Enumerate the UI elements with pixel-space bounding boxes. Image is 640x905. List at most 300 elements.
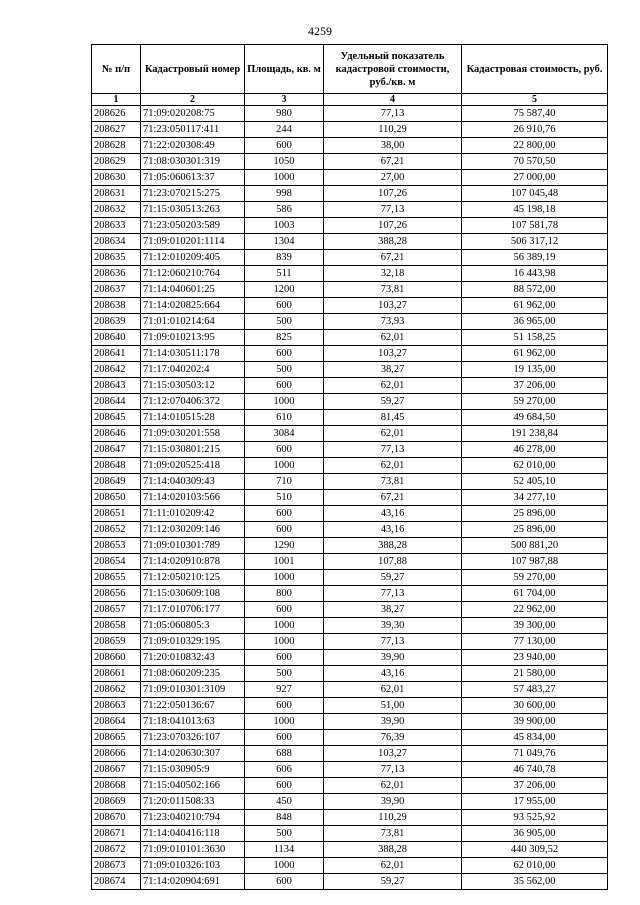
unit-rate-cell: 39,30 [324, 618, 462, 634]
table-row [92, 170, 608, 186]
header-unit-rate: Удельный показатель кадастровой стоимости, руб./кв. м [324, 45, 462, 94]
cadastral-value-cell: 23 940,00 [462, 650, 608, 666]
table-row [92, 666, 608, 682]
area-cell: 600 [245, 778, 324, 794]
unit-rate-cell: 43,16 [324, 522, 462, 538]
row-number-cell: 208639 [92, 314, 141, 330]
table-row [92, 618, 608, 634]
table-row [92, 362, 608, 378]
cadastral-number-cell: 71:09:030201:558 [141, 426, 245, 442]
table-row [92, 234, 608, 250]
cadastral-number-cell: 71:15:030905:9 [141, 762, 245, 778]
cadastral-value-cell: 37 206,00 [462, 778, 608, 794]
row-number-cell: 208626 [92, 106, 141, 122]
table-row [92, 874, 608, 890]
area-cell: 500 [245, 362, 324, 378]
table-row [92, 346, 608, 362]
table-row [92, 282, 608, 298]
table-row [92, 106, 608, 122]
cadastral-number-cell: 71:22:020308:49 [141, 138, 245, 154]
table-row [92, 506, 608, 522]
area-cell: 586 [245, 202, 324, 218]
area-cell: 1050 [245, 154, 324, 170]
cadastral-number-cell: 71:14:040416:118 [141, 826, 245, 842]
table-row [92, 378, 608, 394]
unit-rate-cell: 27,00 [324, 170, 462, 186]
cadastral-value-cell: 61 962,00 [462, 298, 608, 314]
row-number-cell: 208660 [92, 650, 141, 666]
cadastral-value-cell: 27 000,00 [462, 170, 608, 186]
cadastral-number-cell: 71:14:040309:43 [141, 474, 245, 490]
area-cell: 998 [245, 186, 324, 202]
table-row [92, 858, 608, 874]
cadastral-value-cell: 21 580,00 [462, 666, 608, 682]
area-cell: 1000 [245, 570, 324, 586]
cadastral-value-cell: 19 135,00 [462, 362, 608, 378]
cadastral-number-cell: 71:09:010201:1114 [141, 234, 245, 250]
table-row [92, 730, 608, 746]
area-cell: 1134 [245, 842, 324, 858]
unit-rate-cell: 62,01 [324, 458, 462, 474]
unit-rate-cell: 32,18 [324, 266, 462, 282]
table-row [92, 154, 608, 170]
cadastral-value-cell: 70 570,50 [462, 154, 608, 170]
cadastral-value-cell: 77 130,00 [462, 634, 608, 650]
table-row [92, 474, 608, 490]
table-row [92, 490, 608, 506]
cadastral-value-cell: 36 965,00 [462, 314, 608, 330]
table-row [92, 554, 608, 570]
area-cell: 1000 [245, 618, 324, 634]
cadastral-number-cell: 71:09:010301:789 [141, 538, 245, 554]
area-cell: 600 [245, 298, 324, 314]
cadastral-value-cell: 52 405,10 [462, 474, 608, 490]
cadastral-number-cell: 71:12:070406:372 [141, 394, 245, 410]
table-row [92, 538, 608, 554]
cadastral-value-cell: 107 581,78 [462, 218, 608, 234]
table-row [92, 810, 608, 826]
cadastral-value-cell: 37 206,00 [462, 378, 608, 394]
area-cell: 3084 [245, 426, 324, 442]
area-cell: 500 [245, 314, 324, 330]
unit-rate-cell: 62,01 [324, 426, 462, 442]
row-number-cell: 208665 [92, 730, 141, 746]
cadastral-number-cell: 71:22:050136:67 [141, 698, 245, 714]
unit-rate-cell: 103,27 [324, 346, 462, 362]
unit-rate-cell: 62,01 [324, 778, 462, 794]
table-row [92, 250, 608, 266]
unit-rate-cell: 67,21 [324, 490, 462, 506]
cadastral-number-cell: 71:20:011508:33 [141, 794, 245, 810]
row-number-cell: 208631 [92, 186, 141, 202]
area-cell: 710 [245, 474, 324, 490]
header-area: Площадь, кв. м [245, 45, 324, 94]
area-cell: 927 [245, 682, 324, 698]
row-number-cell: 208657 [92, 602, 141, 618]
area-cell: 610 [245, 410, 324, 426]
column-index: 5 [462, 94, 608, 106]
row-number-cell: 208627 [92, 122, 141, 138]
area-cell: 1000 [245, 858, 324, 874]
row-number-cell: 208666 [92, 746, 141, 762]
area-cell: 600 [245, 698, 324, 714]
table-row [92, 746, 608, 762]
row-number-cell: 208669 [92, 794, 141, 810]
cadastral-value-cell: 500 881,20 [462, 538, 608, 554]
area-cell: 1000 [245, 634, 324, 650]
row-number-cell: 208640 [92, 330, 141, 346]
cadastral-value-cell: 26 910,76 [462, 122, 608, 138]
area-cell: 600 [245, 602, 324, 618]
table-row [92, 522, 608, 538]
cadastral-value-cell: 62 010,00 [462, 858, 608, 874]
area-cell: 600 [245, 346, 324, 362]
unit-rate-cell: 73,81 [324, 474, 462, 490]
area-cell: 510 [245, 490, 324, 506]
unit-rate-cell: 110,29 [324, 810, 462, 826]
row-number-cell: 208656 [92, 586, 141, 602]
area-cell: 600 [245, 650, 324, 666]
row-number-cell: 208655 [92, 570, 141, 586]
cadastral-value-cell: 51 158,25 [462, 330, 608, 346]
row-number-cell: 208662 [92, 682, 141, 698]
cadastral-value-cell: 107 045,48 [462, 186, 608, 202]
table-row [92, 570, 608, 586]
table-row [92, 602, 608, 618]
cadastral-value-cell: 59 270,00 [462, 394, 608, 410]
cadastral-number-cell: 71:20:010832:43 [141, 650, 245, 666]
area-cell: 839 [245, 250, 324, 266]
unit-rate-cell: 110,29 [324, 122, 462, 138]
area-cell: 600 [245, 874, 324, 890]
area-cell: 1003 [245, 218, 324, 234]
unit-rate-cell: 59,27 [324, 394, 462, 410]
cadastral-number-cell: 71:15:040502:166 [141, 778, 245, 794]
unit-rate-cell: 73,81 [324, 826, 462, 842]
table-row [92, 698, 608, 714]
column-index: 2 [141, 94, 245, 106]
row-number-cell: 208646 [92, 426, 141, 442]
cadastral-value-table [91, 44, 608, 890]
row-number-cell: 208668 [92, 778, 141, 794]
table-row [92, 394, 608, 410]
area-cell: 1000 [245, 458, 324, 474]
table-row [92, 458, 608, 474]
row-number-cell: 208635 [92, 250, 141, 266]
cadastral-value-cell: 440 309,52 [462, 842, 608, 858]
unit-rate-cell: 77,13 [324, 634, 462, 650]
cadastral-value-cell: 62 010,00 [462, 458, 608, 474]
cadastral-number-cell: 71:09:020208:75 [141, 106, 245, 122]
area-cell: 1290 [245, 538, 324, 554]
row-number-cell: 208664 [92, 714, 141, 730]
area-cell: 1304 [245, 234, 324, 250]
cadastral-number-cell: 71:11:010209:42 [141, 506, 245, 522]
cadastral-value-cell: 61 704,00 [462, 586, 608, 602]
cadastral-value-cell: 57 483,27 [462, 682, 608, 698]
table-row [92, 826, 608, 842]
area-cell: 600 [245, 506, 324, 522]
cadastral-number-cell: 71:08:030301:319 [141, 154, 245, 170]
area-cell: 500 [245, 826, 324, 842]
row-number-cell: 208636 [92, 266, 141, 282]
table-row [92, 778, 608, 794]
cadastral-number-cell: 71:14:030511:178 [141, 346, 245, 362]
table-row [92, 714, 608, 730]
area-cell: 500 [245, 666, 324, 682]
cadastral-number-cell: 71:01:010214:64 [141, 314, 245, 330]
area-cell: 848 [245, 810, 324, 826]
unit-rate-cell: 77,13 [324, 762, 462, 778]
area-cell: 244 [245, 122, 324, 138]
row-number-cell: 208671 [92, 826, 141, 842]
cadastral-number-cell: 71:17:040202:4 [141, 362, 245, 378]
cadastral-value-cell: 46 278,00 [462, 442, 608, 458]
table-row [92, 682, 608, 698]
cadastral-value-cell: 59 270,00 [462, 570, 608, 586]
cadastral-number-cell: 71:14:020630:307 [141, 746, 245, 762]
unit-rate-cell: 39,90 [324, 714, 462, 730]
header-row [92, 45, 608, 94]
unit-rate-cell: 73,93 [324, 314, 462, 330]
row-number-cell: 208630 [92, 170, 141, 186]
table-row [92, 410, 608, 426]
row-number-cell: 208649 [92, 474, 141, 490]
cadastral-number-cell: 71:15:030609:108 [141, 586, 245, 602]
row-number-cell: 208633 [92, 218, 141, 234]
cadastral-number-cell: 71:09:010301:3109 [141, 682, 245, 698]
cadastral-value-cell: 35 562,00 [462, 874, 608, 890]
cadastral-number-cell: 71:09:020525:418 [141, 458, 245, 474]
cadastral-number-cell: 71:18:041013:63 [141, 714, 245, 730]
row-number-cell: 208673 [92, 858, 141, 874]
cadastral-value-cell: 30 600,00 [462, 698, 608, 714]
cadastral-number-cell: 71:14:020825:664 [141, 298, 245, 314]
cadastral-number-cell: 71:23:070215:275 [141, 186, 245, 202]
cadastral-number-cell: 71:17:010706:177 [141, 602, 245, 618]
row-number-cell: 208658 [92, 618, 141, 634]
unit-rate-cell: 59,27 [324, 874, 462, 890]
unit-rate-cell: 107,88 [324, 554, 462, 570]
row-number-cell: 208634 [92, 234, 141, 250]
area-cell: 450 [245, 794, 324, 810]
unit-rate-cell: 38,27 [324, 602, 462, 618]
unit-rate-cell: 103,27 [324, 298, 462, 314]
cadastral-value-cell: 191 238,84 [462, 426, 608, 442]
area-cell: 600 [245, 138, 324, 154]
unit-rate-cell: 62,01 [324, 682, 462, 698]
row-number-cell: 208648 [92, 458, 141, 474]
unit-rate-cell: 77,13 [324, 202, 462, 218]
area-cell: 980 [245, 106, 324, 122]
cadastral-value-cell: 17 955,00 [462, 794, 608, 810]
table-row [92, 122, 608, 138]
row-number-cell: 208653 [92, 538, 141, 554]
cadastral-value-cell: 49 684,50 [462, 410, 608, 426]
unit-rate-cell: 81,45 [324, 410, 462, 426]
unit-rate-cell: 43,16 [324, 506, 462, 522]
row-number-cell: 208628 [92, 138, 141, 154]
cadastral-number-cell: 71:23:070326:107 [141, 730, 245, 746]
cadastral-value-cell: 36 905,00 [462, 826, 608, 842]
column-index-row [92, 94, 608, 106]
cadastral-value-cell: 46 740,78 [462, 762, 608, 778]
table-row [92, 586, 608, 602]
cadastral-number-cell: 71:14:020103:566 [141, 490, 245, 506]
row-number-cell: 208659 [92, 634, 141, 650]
table-row [92, 186, 608, 202]
cadastral-number-cell: 71:23:040210:794 [141, 810, 245, 826]
cadastral-number-cell: 71:23:050203:589 [141, 218, 245, 234]
table-row [92, 426, 608, 442]
table-row [92, 138, 608, 154]
area-cell: 1000 [245, 394, 324, 410]
row-number-cell: 208652 [92, 522, 141, 538]
row-number-cell: 208654 [92, 554, 141, 570]
table-row [92, 650, 608, 666]
cadastral-number-cell: 71:12:030209:146 [141, 522, 245, 538]
unit-rate-cell: 62,01 [324, 330, 462, 346]
area-cell: 511 [245, 266, 324, 282]
unit-rate-cell: 388,28 [324, 538, 462, 554]
unit-rate-cell: 38,27 [324, 362, 462, 378]
unit-rate-cell: 67,21 [324, 250, 462, 266]
cadastral-value-cell: 45 198,18 [462, 202, 608, 218]
table-row [92, 634, 608, 650]
row-number-cell: 208643 [92, 378, 141, 394]
column-index: 4 [324, 94, 462, 106]
cadastral-value-cell: 71 049,76 [462, 746, 608, 762]
cadastral-value-cell: 56 389,19 [462, 250, 608, 266]
cadastral-number-cell: 71:09:010326:103 [141, 858, 245, 874]
cadastral-number-cell: 71:09:010329:195 [141, 634, 245, 650]
header-row-number: № п/п [92, 45, 141, 94]
unit-rate-cell: 67,21 [324, 154, 462, 170]
unit-rate-cell: 51,00 [324, 698, 462, 714]
row-number-cell: 208641 [92, 346, 141, 362]
unit-rate-cell: 77,13 [324, 586, 462, 602]
table-row [92, 762, 608, 778]
row-number-cell: 208629 [92, 154, 141, 170]
row-number-cell: 208632 [92, 202, 141, 218]
cadastral-value-cell: 93 525,92 [462, 810, 608, 826]
row-number-cell: 208637 [92, 282, 141, 298]
unit-rate-cell: 103,27 [324, 746, 462, 762]
header-cadastral-value: Кадастровая стоимость, руб. [462, 45, 608, 94]
unit-rate-cell: 59,27 [324, 570, 462, 586]
unit-rate-cell: 388,28 [324, 234, 462, 250]
cadastral-value-cell: 506 317,12 [462, 234, 608, 250]
table-row [92, 218, 608, 234]
row-number-cell: 208672 [92, 842, 141, 858]
row-number-cell: 208651 [92, 506, 141, 522]
table-row [92, 442, 608, 458]
cadastral-number-cell: 71:15:030503:12 [141, 378, 245, 394]
cadastral-number-cell: 71:14:040601:25 [141, 282, 245, 298]
cadastral-number-cell: 71:12:010209:405 [141, 250, 245, 266]
cadastral-number-cell: 71:14:010515:28 [141, 410, 245, 426]
row-number-cell: 208674 [92, 874, 141, 890]
row-number-cell: 208650 [92, 490, 141, 506]
area-cell: 800 [245, 586, 324, 602]
area-cell: 825 [245, 330, 324, 346]
cadastral-value-cell: 107 987,88 [462, 554, 608, 570]
cadastral-number-cell: 71:05:060613:37 [141, 170, 245, 186]
cadastral-number-cell: 71:14:020910:878 [141, 554, 245, 570]
area-cell: 600 [245, 378, 324, 394]
row-number-cell: 208644 [92, 394, 141, 410]
unit-rate-cell: 39,90 [324, 794, 462, 810]
table-row [92, 314, 608, 330]
cadastral-value-cell: 88 572,00 [462, 282, 608, 298]
cadastral-value-cell: 34 277,10 [462, 490, 608, 506]
area-cell: 688 [245, 746, 324, 762]
cadastral-number-cell: 71:15:030801:215 [141, 442, 245, 458]
cadastral-number-cell: 71:05:060805:3 [141, 618, 245, 634]
row-number-cell: 208663 [92, 698, 141, 714]
unit-rate-cell: 38,00 [324, 138, 462, 154]
cadastral-value-cell: 25 896,00 [462, 522, 608, 538]
header-cadastral-number: Кадастровый номер [141, 45, 245, 94]
row-number-cell: 208642 [92, 362, 141, 378]
unit-rate-cell: 107,26 [324, 186, 462, 202]
cadastral-number-cell: 71:14:020904:691 [141, 874, 245, 890]
table-row [92, 298, 608, 314]
cadastral-value-cell: 22 962,00 [462, 602, 608, 618]
row-number-cell: 208667 [92, 762, 141, 778]
area-cell: 1000 [245, 170, 324, 186]
cadastral-number-cell: 71:09:010101:3630 [141, 842, 245, 858]
unit-rate-cell: 77,13 [324, 442, 462, 458]
row-number-cell: 208638 [92, 298, 141, 314]
cadastral-number-cell: 71:12:060210:764 [141, 266, 245, 282]
unit-rate-cell: 73,81 [324, 282, 462, 298]
cadastral-number-cell: 71:08:060209:235 [141, 666, 245, 682]
cadastral-number-cell: 71:23:050117:411 [141, 122, 245, 138]
column-index: 1 [92, 94, 141, 106]
cadastral-number-cell: 71:09:010213:95 [141, 330, 245, 346]
table-row [92, 266, 608, 282]
cadastral-value-cell: 39 300,00 [462, 618, 608, 634]
table-row [92, 842, 608, 858]
table-body [92, 106, 608, 890]
table-row [92, 330, 608, 346]
unit-rate-cell: 107,26 [324, 218, 462, 234]
page-number: 4259 [308, 24, 332, 38]
column-index: 3 [245, 94, 324, 106]
row-number-cell: 208647 [92, 442, 141, 458]
cadastral-value-cell: 75 587,40 [462, 106, 608, 122]
cadastral-value-cell: 39 900,00 [462, 714, 608, 730]
unit-rate-cell: 39,90 [324, 650, 462, 666]
cadastral-number-cell: 71:12:050210:125 [141, 570, 245, 586]
cadastral-number-cell: 71:15:030513:263 [141, 202, 245, 218]
row-number-cell: 208670 [92, 810, 141, 826]
unit-rate-cell: 62,01 [324, 378, 462, 394]
cadastral-value-cell: 25 896,00 [462, 506, 608, 522]
unit-rate-cell: 76,39 [324, 730, 462, 746]
cadastral-value-cell: 61 962,00 [462, 346, 608, 362]
table-row [92, 202, 608, 218]
row-number-cell: 208661 [92, 666, 141, 682]
cadastral-value-cell: 22 800,00 [462, 138, 608, 154]
unit-rate-cell: 62,01 [324, 858, 462, 874]
cadastral-value-cell: 16 443,98 [462, 266, 608, 282]
area-cell: 600 [245, 522, 324, 538]
cadastral-value-cell: 45 834,00 [462, 730, 608, 746]
row-number-cell: 208645 [92, 410, 141, 426]
unit-rate-cell: 388,28 [324, 842, 462, 858]
